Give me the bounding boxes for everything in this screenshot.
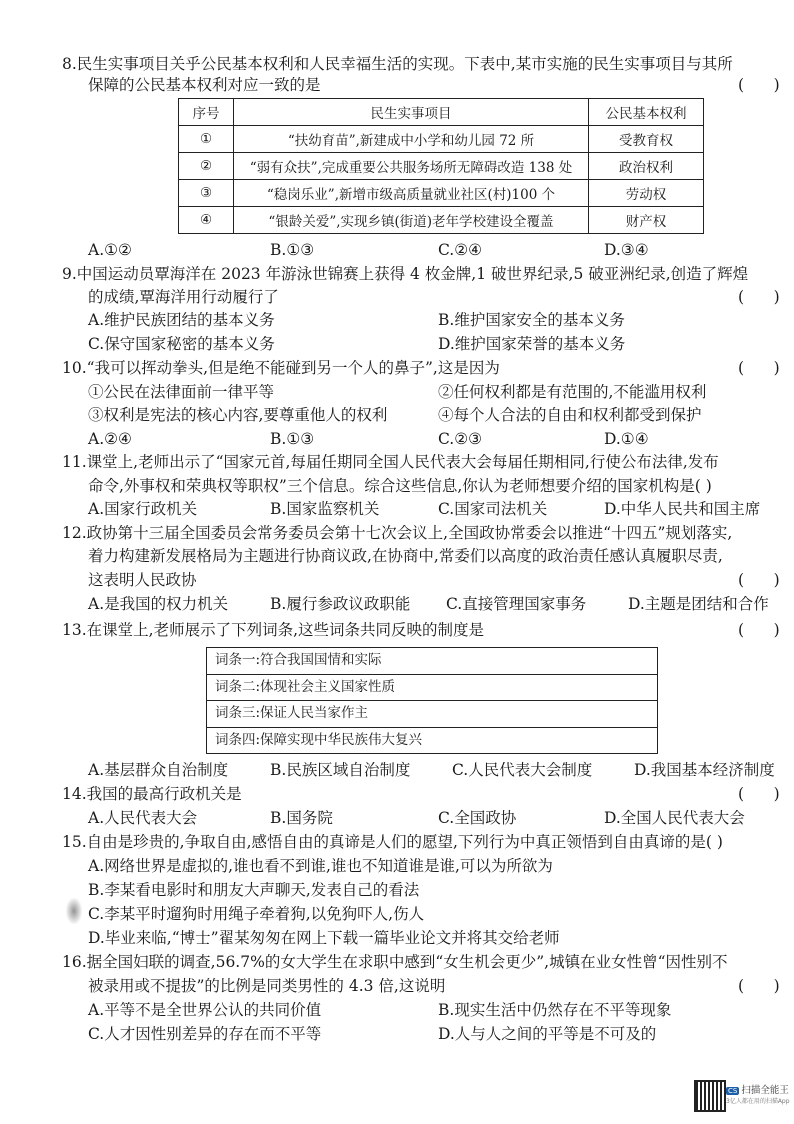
q10-stem-line1: 10.“我可以挥动拳头,但是绝不能碰到另一个人的鼻子”,这是因为 — [62, 359, 500, 377]
q15-option-a: A.网络世界是虚拟的,谁也看不到谁,谁也不知道谁是谁,可以为所欲为 — [88, 857, 553, 875]
q9-stem-line1: 9.中国运动员覃海洋在 2023 年游泳世锦赛上获得 4 枚金牌,1 破世界纪录,5 破亚洲纪录,创造了辉煌 — [62, 265, 749, 283]
q15-option-c: C.李某平时遛狗时用绳子牵着狗,以免狗吓人,伤人 — [88, 905, 425, 923]
q11-option-d: D.中华人民共和国主席 — [604, 500, 761, 518]
q11-option-a: A.国家行政机关 — [88, 500, 198, 518]
q14-stem-line1: 14.我国的最高行政机关是 — [62, 785, 242, 803]
q10-option-b: B.①③ — [270, 430, 315, 448]
q13-stem-line1: 13.在课堂上,老师展示了下列词条,这些词条共同反映的制度是 — [62, 621, 485, 639]
q8-stem-line2: 保障的公民基本权利对应一致的是 — [88, 76, 321, 94]
table-row — [179, 153, 704, 180]
q14-option-a: A.人民代表大会 — [88, 809, 198, 827]
q12-option-b: B.履行参政议政职能 — [270, 595, 411, 613]
q13-entries-box — [206, 647, 658, 754]
scanner-watermark — [726, 1082, 790, 1105]
table-cell: “弱有众扶”,完成重要公共服务场所无障碍改造 138 处 — [234, 153, 589, 180]
q11-option-b: B.国家监察机关 — [270, 500, 380, 518]
table-cell: ④ — [179, 207, 234, 234]
q16-option-b: B.现实生活中仍然存在不平等现象 — [438, 1001, 672, 1019]
q16-stem-line1: 16.据全国妇联的调查,56.7%的女大学生在求职中感到“女生机会更少”,城镇在业女性曾“因性别不 — [62, 953, 728, 971]
q15-option-d: D.毕业来临,“博士”翟某匆匆在网上下载一篇毕业论文并将其交给老师 — [88, 929, 560, 947]
q13-option-b: B.民族区域自治制度 — [270, 761, 411, 779]
q14-option-b: B.国务院 — [270, 809, 333, 827]
q10-option-c: C.②③ — [438, 430, 483, 448]
table-row — [179, 207, 704, 234]
q13-entry: 词条二:体现社会主义国家性质 — [207, 675, 657, 702]
q12-option-c: C.直接管理国家事务 — [446, 595, 587, 613]
table-cell: “扶幼育苗”,新建成中小学和幼儿园 72 所 — [234, 126, 589, 153]
q9-option-a: A.维护民族团结的基本义务 — [88, 311, 275, 329]
q9-stem-line2: 的成绩,覃海洋用行动履行了 — [88, 288, 279, 306]
q12-stem-line1: 12.政协第十三届全国委员会常务委员会第十七次会议上,全国政协常委会以推进“十四五”规划落实, — [62, 524, 733, 542]
table-row — [179, 180, 704, 207]
q12-answer-paren: ( ) — [738, 571, 780, 589]
q16-option-d: D.人与人之间的平等是不可及的 — [438, 1025, 657, 1043]
q16-option-c: C.人才因性别差异的存在而不平等 — [88, 1025, 322, 1043]
q8-option-a: A.①② — [88, 241, 132, 259]
q10-answer-paren: ( ) — [738, 359, 780, 377]
table-header: 序号 — [179, 99, 234, 126]
table-cell: ② — [179, 153, 234, 180]
q12-option-a: A.是我国的权力机关 — [88, 595, 229, 613]
q15-stem-line1: 15.自由是珍贵的,争取自由,感悟自由的真谛是人们的愿望,下列行为中真正领悟到自由真谛的是( ) — [62, 833, 723, 851]
q13-option-c: C.人民代表大会制度 — [452, 761, 593, 779]
table-cell: 财产权 — [589, 207, 704, 234]
cs-logo-icon: CS — [728, 1087, 738, 1095]
table-cell: “银龄关爱”,实现乡镇(街道)老年学校建设全覆盖 — [234, 207, 589, 234]
q13-entry: 词条一:符合我国国情和实际 — [207, 648, 657, 675]
table-header: 公民基本权利 — [589, 99, 704, 126]
table-row — [179, 126, 704, 153]
q8-option-b: B.①③ — [270, 241, 315, 259]
q9-option-c: C.保守国家秘密的基本义务 — [88, 335, 275, 353]
q9-option-b: B.维护国家安全的基本义务 — [438, 311, 625, 329]
q11-option-c: C.国家司法机关 — [438, 500, 548, 518]
q11-stem-line2: 命令,外事权和荣典权等职权”三个信息。综合这些信息,你认为老师想要介绍的国家机构是( ) — [88, 477, 712, 495]
q16-option-a: A.平等不是全世界公认的共同价值 — [88, 1001, 322, 1019]
q9-answer-paren: ( ) — [738, 288, 780, 306]
q8-option-c: C.②④ — [438, 241, 483, 259]
q13-option-d: D.我国基本经济制度 — [634, 761, 775, 779]
q13-entry: 词条三:保证人民当家作主 — [207, 701, 657, 728]
table-header: 民生实事项目 — [234, 99, 589, 126]
table-cell: 劳动权 — [589, 180, 704, 207]
q14-option-d: D.全国人民代表大会 — [604, 809, 745, 827]
q8-option-d: D.③④ — [604, 241, 649, 259]
q13-option-a: A.基层群众自治制度 — [88, 761, 229, 779]
q10-item-3: ③权利是宪法的核心内容,要尊重他人的权利 — [88, 406, 388, 424]
q12-stem-line2: 着力构建新发展格局为主题进行协商议政,在协商中,常委们以高度的政治责任感认真履职尽责, — [88, 547, 723, 565]
q10-option-a: A.②④ — [88, 430, 132, 448]
q13-entry: 词条四:保障实现中华民族伟大复兴 — [215, 731, 423, 748]
q8-answer-paren: ( ) — [738, 76, 780, 94]
scanner-tagline: 3亿人都在用的扫描App — [726, 1098, 790, 1105]
q15-option-b: B.李某看电影时和朋友大声聊天,发表自己的看法 — [88, 881, 420, 899]
table-cell: “稳岗乐业”,新增市级高质量就业社区(村)100 个 — [234, 180, 589, 207]
table-header-row — [179, 99, 704, 126]
q12-stem-line3: 这表明人民政协 — [88, 571, 197, 589]
table-cell: 政治权利 — [589, 153, 704, 180]
q14-answer-paren: ( ) — [738, 785, 780, 803]
q10-item-1: ①公民在法律面前一律平等 — [88, 383, 275, 401]
table-cell: ① — [179, 126, 234, 153]
q9-option-d: D.维护国家荣誉的基本义务 — [438, 335, 626, 353]
q16-stem-line2: 被录用或不提拔”的比例是同类男性的 4.3 倍,这说明 — [88, 977, 446, 995]
q14-option-c: C.全国政协 — [438, 809, 517, 827]
table-cell: 受教育权 — [589, 126, 704, 153]
table-cell: ③ — [179, 180, 234, 207]
q12-option-d: D.主题是团结和合作 — [628, 595, 769, 613]
q11-stem-line1: 11.课堂上,老师出示了“国家元首,每届任期同全国人民代表大会每届任期相同,行使公布法律,发布 — [62, 453, 719, 471]
q10-item-2: ②任何权利都是有范围的,不能滥用权利 — [438, 383, 707, 401]
scanner-app-name: 扫描全能王 — [741, 1085, 789, 1096]
q16-answer-paren: ( ) — [738, 977, 780, 995]
q8-table — [178, 98, 704, 234]
scan-smudge — [66, 898, 82, 924]
q10-item-4: ④每个人合法的自由和权利都受到保护 — [438, 406, 702, 424]
qr-code-icon — [694, 1080, 726, 1112]
q13-answer-paren: ( ) — [738, 621, 780, 639]
q10-option-d: D.①④ — [604, 430, 649, 448]
q8-stem-line1: 8.民生实事项目关乎公民基本权利和人民幸福生活的实现。下表中,某市实施的民生实事项目与其所 — [62, 55, 733, 73]
